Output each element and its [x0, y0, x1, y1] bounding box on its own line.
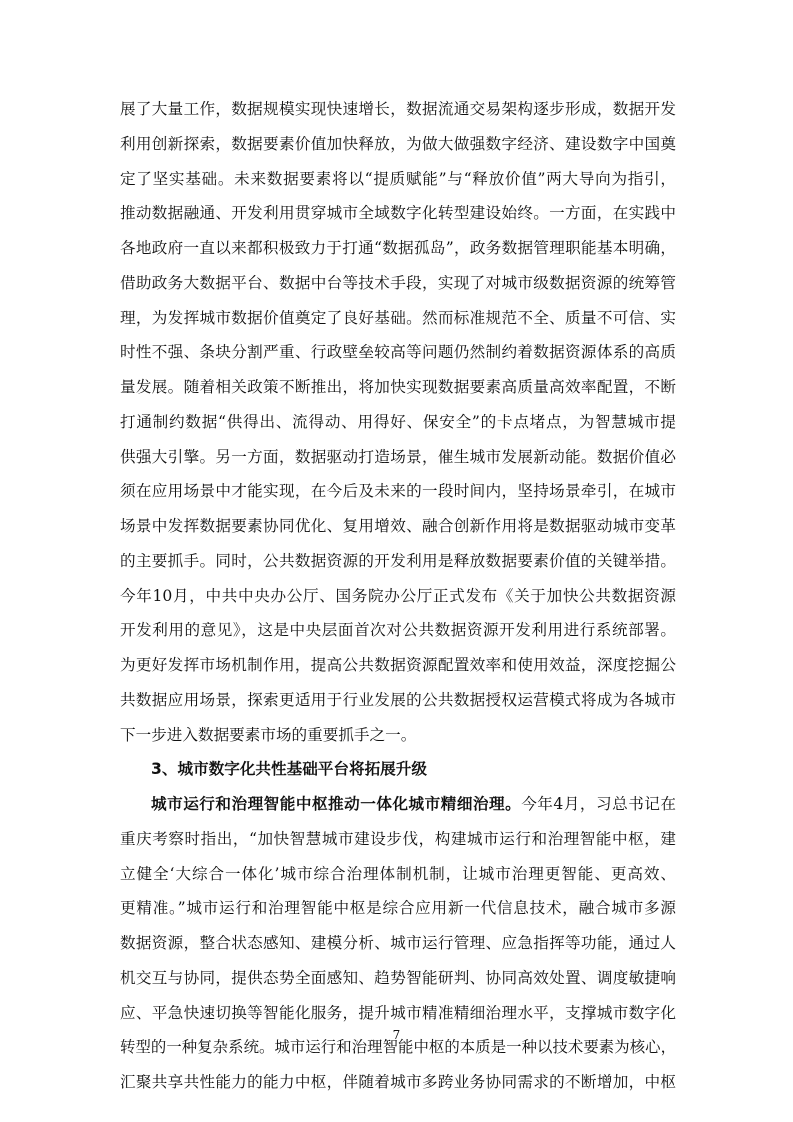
text-line: 供强大引擎。另一方面，数据驱动打造场景，催生城市发展新动能。数据价值必 [120, 447, 676, 466]
text-line: 今年10月，中共中央办公厅、国务院办公厅正式发布《关于加快公共数据资源 [120, 586, 676, 605]
text-line: 的主要抓手。同时，公共数据资源的开发利用是释放数据要素价值的关键举措。 [120, 551, 676, 570]
text-line: 重庆考察时指出，“加快智慧城市建设步伐，构建城市运行和治理智能中枢，建 [120, 829, 676, 848]
paragraph-smart-hub [120, 787, 676, 1100]
section-heading: 3、城市数字化共性基础平台将拓展升级 [151, 760, 427, 779]
text-line: 定了坚实基础。未来数据要素将以“提质赋能”与“释放价值”两大导向为指引， [120, 169, 676, 188]
text-line: 展了大量工作，数据规模实现快速增长，数据流通交易架构逐步形成，数据开发 [120, 100, 676, 118]
text-line: 须在应用场景中才能实现，在今后及未来的一段时间内，坚持场景牵引，在城市 [120, 482, 676, 501]
text-run: 今年4月，习总书记在 [521, 795, 676, 813]
page-number: 7 [392, 1028, 401, 1042]
text-line: 数据资源，整合状态感知、建模分析、城市运行管理、应急指挥等功能，通过人 [120, 934, 676, 952]
text-line: 场景中发挥数据要素协同优化、复用增效、融合创新作用将是数据驱动城市变革 [120, 517, 676, 535]
text-line: 转型的一种复杂系统。城市运行和治理智能中枢的本质是一种以技术要素为核心， [120, 1038, 676, 1057]
text-line: 理，为发挥城市数据价值奠定了良好基础。然而标准规范不全、质量不可信、实 [120, 308, 676, 327]
text-line: 量发展。随着相关政策不断推出，将加快实现数据要素高质量高效率配置，不断 [120, 378, 676, 396]
text-line: 利用创新探索，数据要素价值加快释放，为做大做强数字经济、建设数字中国奠 [120, 134, 676, 153]
text-line: 汇聚共享共性能力的能力中枢，伴随着城市多跨业务协同需求的不断增加，中枢 [120, 1073, 676, 1091]
text-line: 共数据应用场景，探索更适用于行业发展的公共数据授权运营模式将成为各城市 [120, 690, 676, 709]
page-body [120, 92, 676, 1100]
text-line: 下一步进入数据要素市场的重要抓手之一。 [120, 725, 417, 744]
paragraph-data-elements [120, 92, 676, 752]
text-line: 机交互与协同，提供态势全面感知、趋势智能研判、协同高效处置、调度敏捷响 [120, 968, 676, 987]
text-line: 开发利用的意见》，这是中央层面首次对公共数据资源开发利用进行系统部署。 [120, 621, 676, 640]
text-line-first [120, 787, 676, 822]
text-line: 各地政府一直以来都积极致力于打通“数据孤岛”，政务数据管理职能基本明确， [120, 239, 676, 257]
text-line: 为更好发挥市场机制作用，提高公共数据资源配置效率和使用效益，深度挖掘公 [120, 656, 676, 674]
bold-lead-sentence: 城市运行和治理智能中枢推动一体化城市精细治理。 [151, 795, 522, 813]
text-line: 打通制约数据“供得出、流得动、用得好、保安全”的卡点堵点，为智慧城市提 [120, 412, 676, 431]
text-line: 应、平急快速切换等智能化服务，提升城市精准精细治理水平，支撑城市数字化 [120, 1003, 676, 1022]
text-line: 更精准。”城市运行和治理智能中枢是综合应用新一代信息技术，融合城市多源 [120, 899, 676, 918]
text-line: 立健全‘大综合一体化’城市综合治理体制机制，让城市治理更智能、更高效、 [120, 864, 676, 883]
text-line: 借助政务大数据平台、数据中台等技术手段，实现了对城市级数据资源的统筹管 [120, 273, 676, 292]
text-line: 推动数据融通、开发利用贯穿城市全域数字化转型建设始终。一方面，在实践中 [120, 204, 676, 223]
text-line: 时性不强、条块分割严重、行政壁垒较高等问题仍然制约着数据资源体系的高质 [120, 343, 676, 362]
